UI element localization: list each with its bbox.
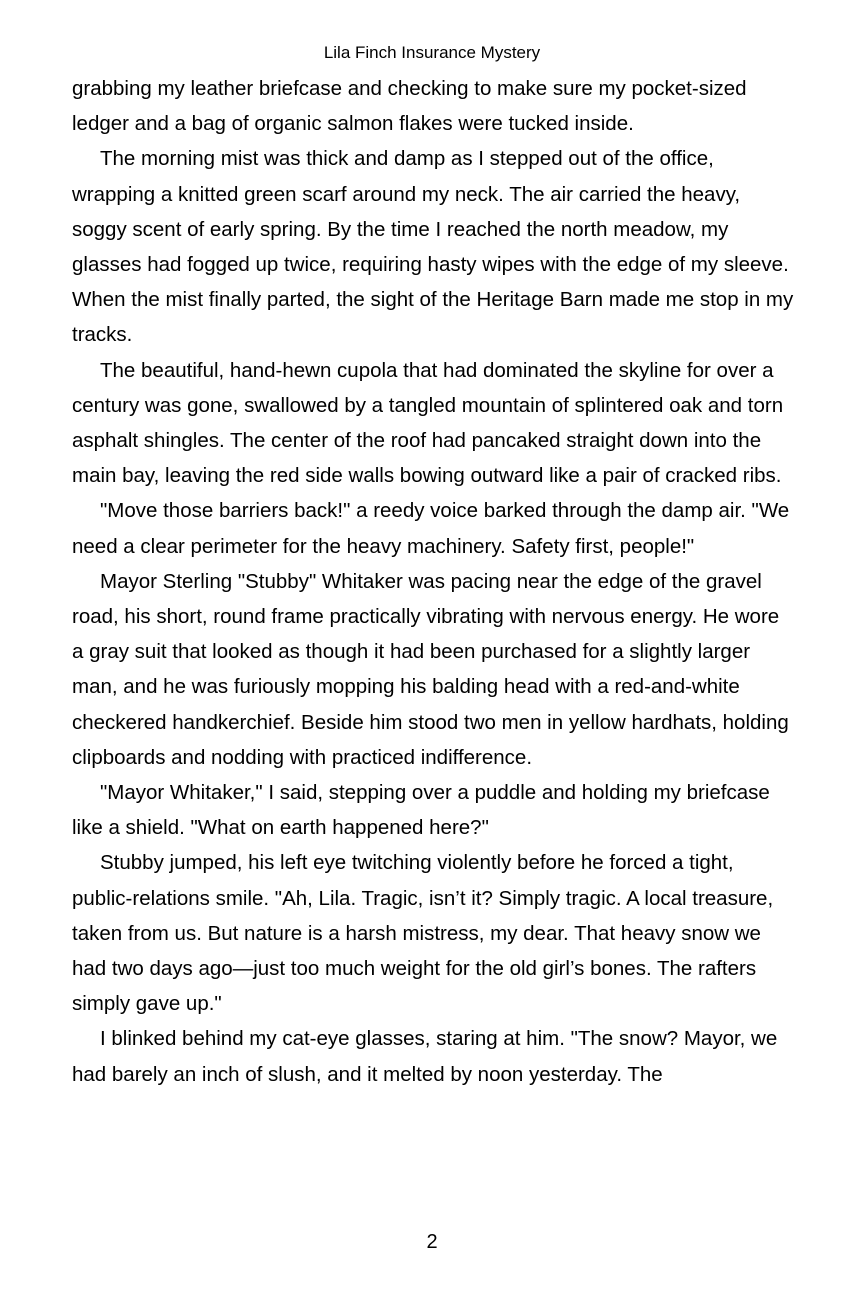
paragraph: Mayor Sterling "Stubby" Whitaker was pacing near the edge of the gravel road, his short, round frame practically vibrating with nervous energy. He wore a gray suit that looked as though it had been purchased for a slightly larger man, and he was furiously mopping his balding head with a red-and-white checkered handkerchief. Beside him stood two men in yellow hardhats, holding clipboards and nodding with practiced indifference. xyxy=(72,569,789,769)
paragraph: The morning mist was thick and damp as I stepped out of the office, wrapping a knitted green scarf around my neck. The air carried the heavy, soggy scent of early spring. By the time I reached the north meadow, my glasses had fogged up twice, requiring hasty wipes with the edge of my sleeve. When the mist finally parted, the sight of the Heritage Barn made me stop in my tracks. xyxy=(72,147,794,347)
body-text xyxy=(72,71,796,1092)
paragraph: Stubby jumped, his left eye twitching violently before he forced a tight, public-relations smile. "Ah, Lila. Tragic, isn’t it? Simply tragic. A local treasure, taken from us. But nature is a harsh mistress, my dear. That heavy snow we had two days ago—just too much weight for the old girl’s bones. The rafters simply gave up." xyxy=(72,851,774,1016)
paragraph: grabbing my leather briefcase and checking to make sure my pocket-sized ledger and a bag of organic salmon flakes were tucked inside. xyxy=(72,77,747,136)
paragraph: I blinked behind my cat-eye glasses, staring at him. "The snow? Mayor, we had barely an inch of slush, and it melted by noon yesterday. The xyxy=(72,1027,778,1086)
page-number: 2 xyxy=(426,1231,438,1253)
paragraph: "Move those barriers back!" a reedy voice barked through the damp air. "We need a clear perimeter for the heavy machinery. Safety first, people!" xyxy=(72,499,790,558)
running-header: Lila Finch Insurance Mystery xyxy=(323,43,541,62)
paragraph: The beautiful, hand-hewn cupola that had dominated the skyline for over a century was gone, swallowed by a tangled mountain of splintered oak and torn asphalt shingles. The center of the roof had pancaked straight down into the main bay, leaving the red side walls bowing outward like a pair of cracked ribs. xyxy=(72,358,784,488)
paragraph: "Mayor Whitaker," I said, stepping over a puddle and holding my briefcase like a shield. "What on earth happened here?" xyxy=(72,781,770,840)
